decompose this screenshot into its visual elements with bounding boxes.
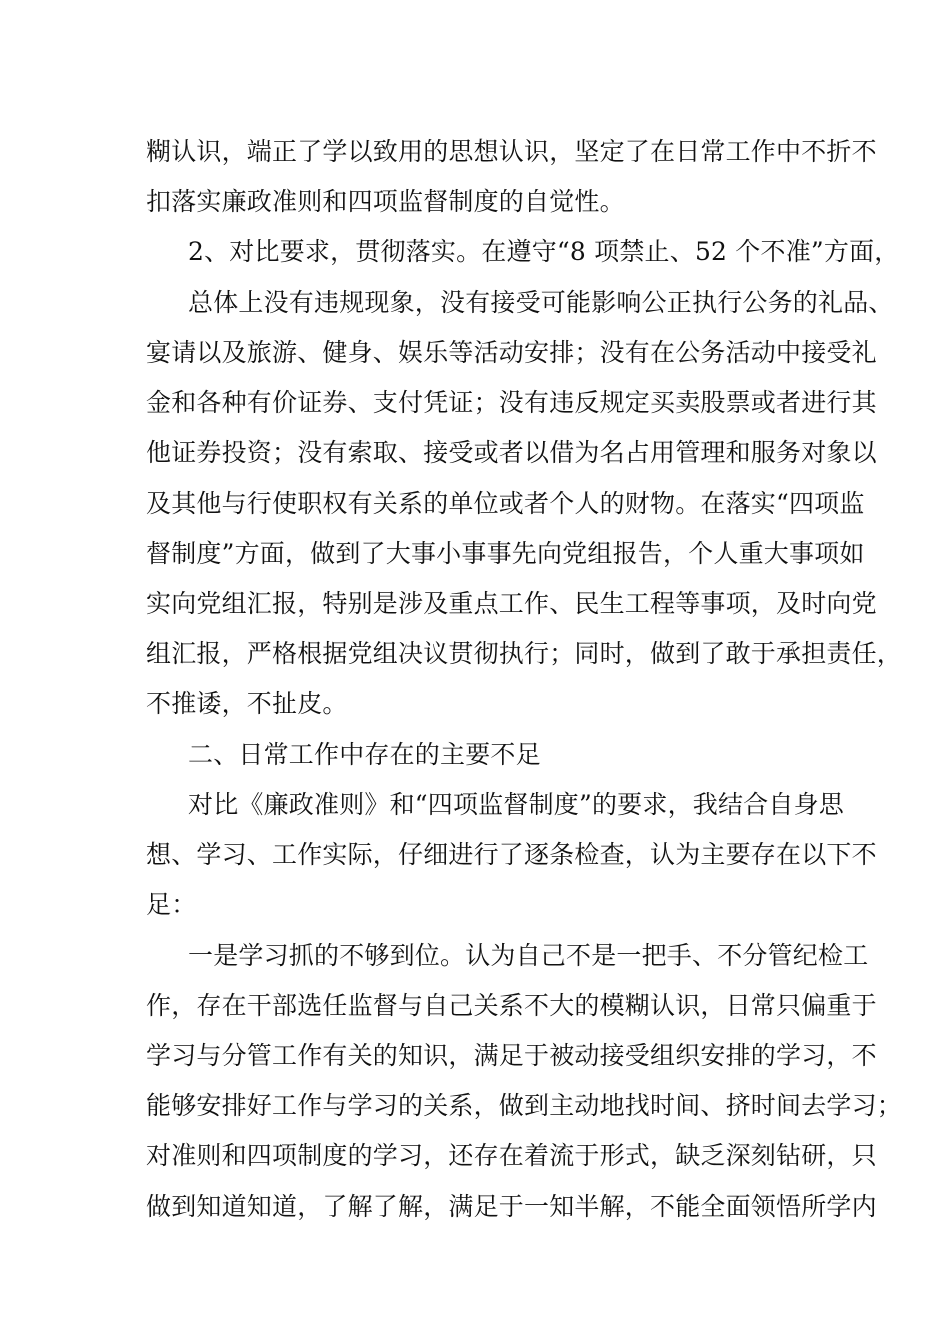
text-line: 扣落实廉政准则和四项监督制度的自觉性。 — [146, 187, 625, 216]
text-line: 糊认识，端正了学以致用的思想认识，坚定了在日常工作中不折不 — [146, 137, 877, 166]
text-line: 实向党组汇报，特别是涉及重点工作、民生工程等事项，及时向党 — [146, 589, 877, 618]
text-line: 对比《廉政准则》和“四项监督制度”的要求，我结合自身思 — [188, 790, 844, 819]
text-line: 对准则和四项制度的学习，还存在着流于形式，缺乏深刻钻研，只 — [146, 1141, 877, 1170]
section-heading: 二、日常工作中存在的主要不足 — [188, 740, 541, 769]
text-line: 想、学习、工作实际，仔细进行了逐条检查，认为主要存在以下不 — [146, 840, 877, 869]
text-line: 组汇报，严格根据党组决议贯彻执行；同时，做到了敢于承担责任， — [146, 639, 903, 668]
text-line: 2、对比要求，贯彻落实。在遵守“8 项禁止、52 个不准”方面， — [188, 237, 900, 266]
text-line: 他证券投资；没有索取、接受或者以借为名占用管理和服务对象以 — [146, 438, 877, 467]
text-line: 及其他与行使职权有关系的单位或者个人的财物。在落实“四项监 — [146, 489, 865, 518]
text-line: 金和各种有价证券、支付凭证；没有违反规定买卖股票或者进行其 — [146, 388, 877, 417]
text-line: 一是学习抓的不够到位。认为自己不是一把手、不分管纪检工 — [188, 941, 869, 970]
text-line: 能够安排好工作与学习的关系，做到主动地找时间、挤时间去学习； — [146, 1091, 903, 1120]
text-line: 做到知道知道，了解了解，满足于一知半解，不能全面领悟所学内 — [146, 1192, 877, 1221]
text-line: 总体上没有违规现象，没有接受可能影响公正执行公务的礼品、 — [188, 288, 894, 317]
text-line: 宴请以及旅游、健身、娱乐等活动安排；没有在公务活动中接受礼 — [146, 338, 877, 367]
text-line: 学习与分管工作有关的知识，满足于被动接受组织安排的学习，不 — [146, 1041, 877, 1070]
text-line: 不推诿，不扯皮。 — [146, 689, 348, 718]
text-line: 足： — [146, 890, 197, 919]
text-line: 督制度”方面，做到了大事小事事先向党组报告，个人重大事项如 — [146, 539, 865, 568]
text-line: 作，存在干部选任监督与自己关系不大的模糊认识，日常只偏重于 — [146, 991, 877, 1020]
